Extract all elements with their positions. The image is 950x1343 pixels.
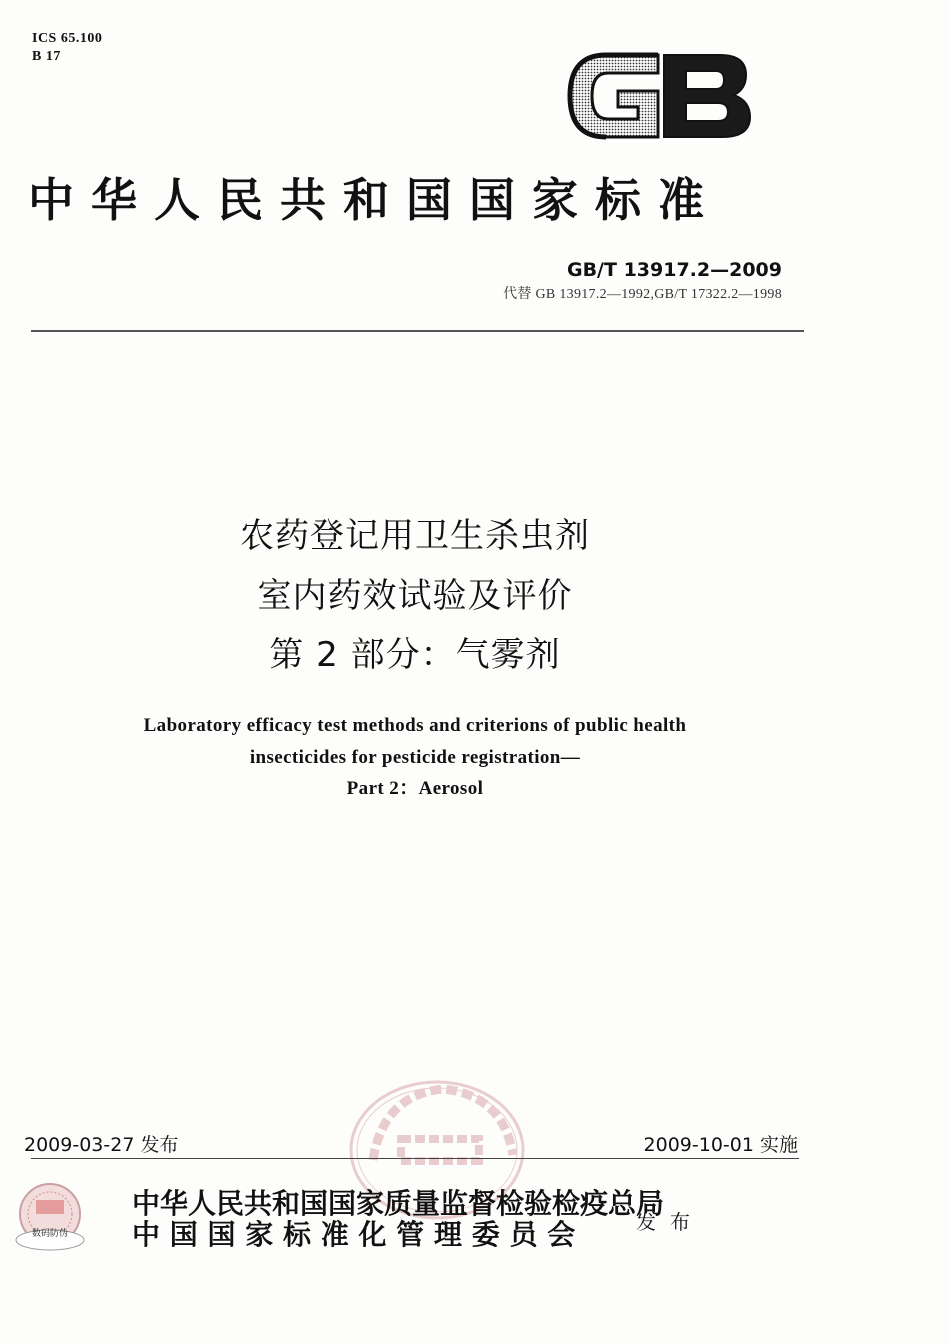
issuer-org-2: 中 国 国 家 标 准 化 管 理 委 员 会 xyxy=(132,1218,576,1251)
ics-code: ICS 65.100 xyxy=(32,31,103,46)
badge-label: 数码防伪 xyxy=(31,1229,68,1239)
anti-counterfeit-badge-icon xyxy=(12,1180,92,1256)
replaces-standards: 代替 GB 13917.2—1992,GB/T 17322.2—1998 xyxy=(503,287,782,302)
page-title: 中华人民共和国国家标准 xyxy=(28,173,721,227)
title-en-line-1: Laboratory efficacy test methods and criterions of public health xyxy=(143,715,687,736)
gb-logo-icon xyxy=(566,47,754,145)
title-en-line-2: insecticides for pesticide registration— xyxy=(249,747,581,768)
issue-label: 发布 xyxy=(636,1210,704,1234)
title-cn-line-1: 农药登记用卫生杀虫剂 xyxy=(240,516,590,556)
classification-codes xyxy=(32,30,102,66)
issuer-org-1: 中华人民共和国国家质量监督检验检疫总局 xyxy=(132,1187,665,1220)
publish-date: 2009-03-27 发布 xyxy=(24,1134,179,1156)
standard-number: GB/T 13917.2—2009 xyxy=(566,259,782,281)
implement-date: 2009-10-01 实施 xyxy=(643,1134,798,1156)
ccs-code: B 17 xyxy=(32,49,61,64)
divider xyxy=(31,330,804,332)
title-en-line-3: Part 2：Aerosol xyxy=(346,778,484,799)
title-cn-line-2: 室内药效试验及评价 xyxy=(257,576,573,616)
divider xyxy=(31,1158,799,1159)
title-cn-line-3: 第 2 部分：气雾剂 xyxy=(269,635,561,675)
